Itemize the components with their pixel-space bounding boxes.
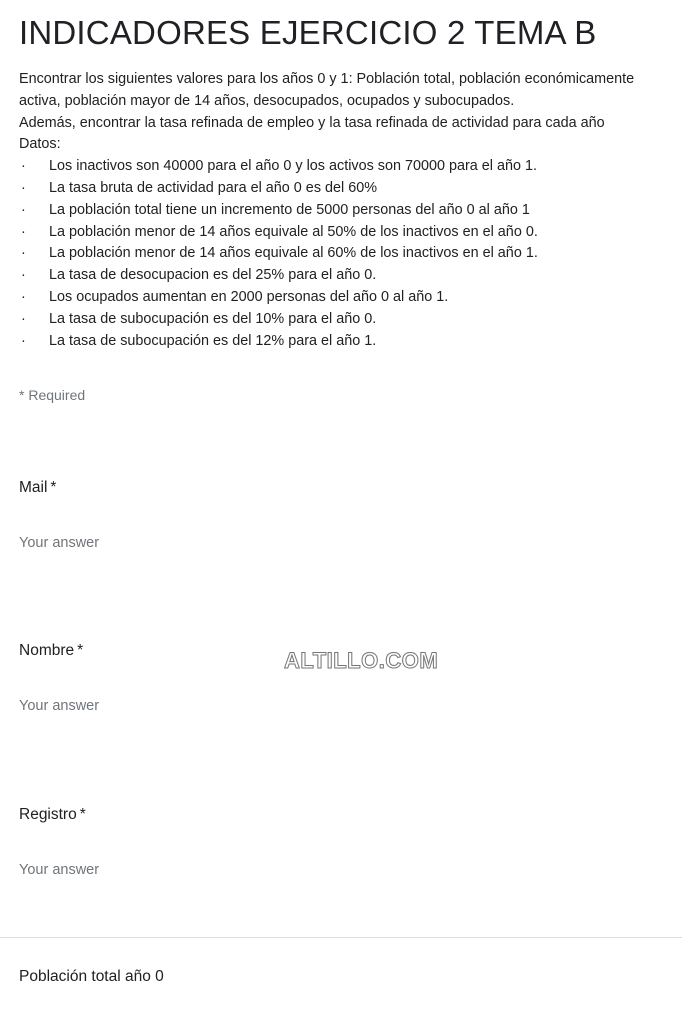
bullet-icon: · [21, 179, 26, 196]
bullet-icon: · [21, 201, 26, 218]
datos-label: Datos: [19, 136, 61, 153]
datos-item [19, 243, 669, 265]
required-mark: * [77, 642, 84, 659]
question-label [19, 479, 679, 497]
bullet-icon: · [21, 245, 26, 262]
description-task: Además, encontrar la tasa refinada de empleo y la tasa refinada de actividad para cada año [19, 114, 605, 131]
bullet-icon: · [21, 223, 26, 240]
datos-item [19, 222, 669, 244]
datos-item [19, 265, 669, 287]
question-poblacion-total-ano-0: Población total año 0 [19, 968, 164, 985]
datos-list [19, 156, 669, 352]
datos-item-text: La tasa de desocupacion es del 25% para el año 0. [49, 267, 377, 284]
datos-item [19, 178, 669, 200]
bullet-icon: · [21, 310, 26, 327]
question-label [19, 806, 679, 824]
nombre-answer-input[interactable]: Your answer [19, 698, 100, 714]
description-intro: Encontrar los siguientes valores para los años 0 y 1: Población total, población económicamente activa, población mayor de 14 años, desocupados, ocupados y subocupados. [19, 71, 635, 109]
datos-item [19, 200, 669, 222]
question-mail [19, 479, 679, 551]
required-mark: * [79, 806, 86, 823]
required-mark: * [50, 479, 57, 496]
datos-item-text: La tasa de subocupación es del 10% para el año 0. [49, 310, 377, 327]
datos-item-text: La población total tiene un incremento de 5000 personas del año 0 al año 1 [49, 201, 530, 218]
bullet-icon: · [21, 267, 26, 284]
datos-item-text: La población menor de 14 años equivale al 60% de los inactivos en el año 1. [49, 245, 538, 262]
required-note: * Required [19, 387, 86, 403]
datos-item-text: La tasa bruta de actividad para el año 0 es del 60% [49, 179, 378, 196]
question-label-text: Mail [19, 479, 48, 496]
datos-item [19, 156, 669, 178]
datos-item-text: La población menor de 14 años equivale al 50% de los inactivos en el año 0. [49, 223, 538, 240]
question-label-text: Registro [19, 806, 77, 823]
datos-item [19, 309, 669, 331]
datos-item [19, 287, 669, 309]
mail-answer-input[interactable]: Your answer [19, 535, 100, 551]
datos-item-text: Los inactivos son 40000 para el año 0 y los activos son 70000 para el año 1. [49, 158, 538, 175]
form-description [19, 69, 669, 352]
section-divider [0, 937, 682, 938]
datos-item-text: La tasa de subocupación es del 12% para el año 1. [49, 332, 377, 349]
datos-item [19, 331, 669, 353]
bullet-icon: · [21, 288, 26, 305]
registro-answer-input[interactable]: Your answer [19, 862, 100, 878]
form-title: INDICADORES EJERCICIO 2 TEMA B [19, 14, 597, 51]
datos-item-text: Los ocupados aumentan en 2000 personas del año 0 al año 1. [49, 288, 449, 305]
bullet-icon: · [21, 158, 26, 175]
bullet-icon: · [21, 332, 26, 349]
watermark: ALTILLO.COM [284, 648, 439, 673]
question-label-text: Nombre [19, 642, 75, 659]
question-registro [19, 806, 679, 878]
